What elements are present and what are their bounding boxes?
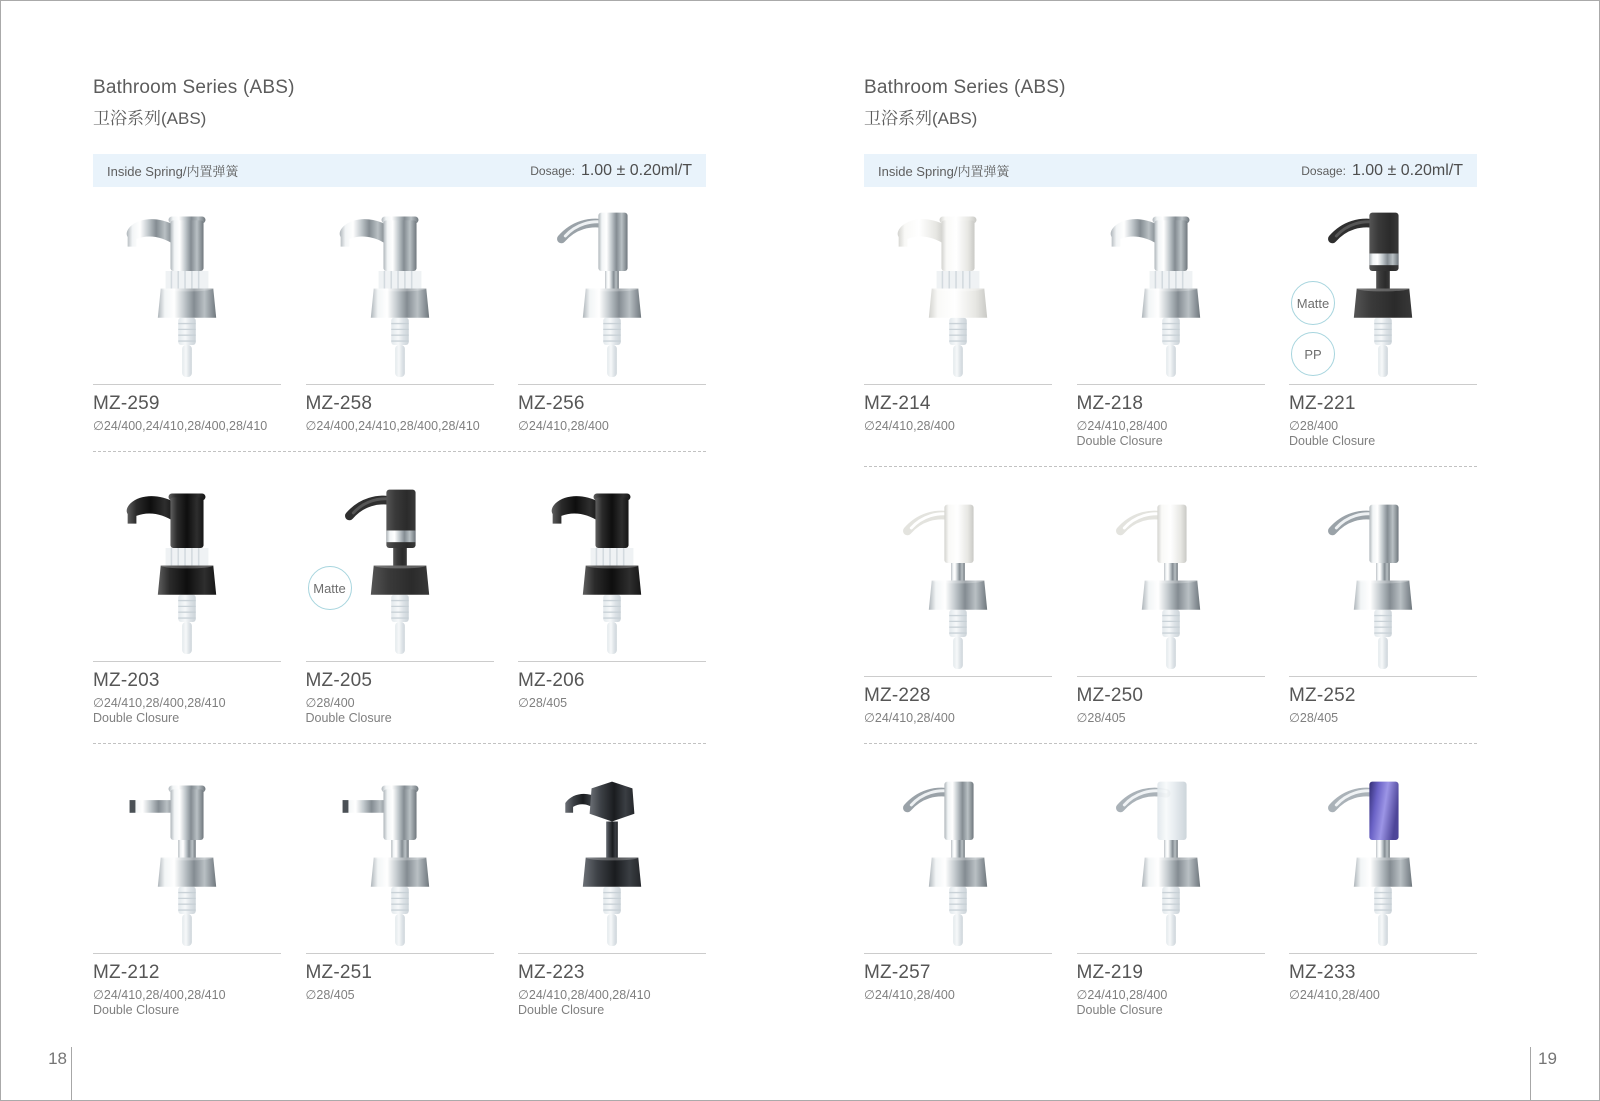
product-cell: [518, 195, 706, 433]
product-row: [864, 487, 1477, 725]
cell-divider: [93, 661, 281, 662]
product-specs: ∅24/410,28/400: [864, 711, 955, 725]
product-grid: [93, 195, 706, 1017]
pump-image: [1289, 768, 1477, 953]
product-specs: ∅28/405: [1289, 711, 1339, 725]
product-closure: Double Closure: [1076, 1003, 1163, 1017]
product-code: MZ-251: [305, 962, 373, 983]
product-code: MZ-205: [305, 670, 373, 691]
product-closure: Double Closure: [1076, 434, 1163, 448]
cell-divider: [518, 953, 706, 954]
cell-divider: [93, 384, 281, 385]
product-specs: ∅24/410,28/400: [1289, 988, 1380, 1002]
product-code: MZ-221: [1289, 393, 1356, 414]
product-code: MZ-223: [518, 962, 585, 983]
row-divider: [93, 451, 706, 452]
product-code: MZ-212: [93, 962, 160, 983]
pump-image: [518, 768, 706, 953]
cell-divider: [518, 661, 706, 662]
product-specs: ∅24/410,28/400: [1076, 419, 1168, 433]
cell-divider: [1289, 384, 1477, 385]
product-cell: [306, 764, 494, 1017]
pump-image: [306, 199, 494, 384]
pump-image: [1077, 768, 1265, 953]
product-specs: ∅28/405: [1076, 711, 1126, 725]
page-number-rule-left: [71, 1047, 72, 1100]
pump-image: [518, 199, 706, 384]
product-cell: [306, 472, 494, 725]
cell-divider: [1077, 953, 1265, 954]
dosage: [530, 162, 692, 180]
product-cell: [1077, 764, 1265, 1017]
pump-image: [306, 768, 494, 953]
cell-divider: [1077, 384, 1265, 385]
page-subtitle: 卫浴系列(ABS): [864, 109, 978, 128]
product-row: [864, 195, 1477, 448]
product-closure: Double Closure: [93, 711, 180, 725]
cell-divider: [864, 384, 1052, 385]
cell-divider: [518, 384, 706, 385]
product-specs: ∅24/400,24/410,28/400,28/410: [93, 419, 268, 433]
cell-divider: [93, 953, 281, 954]
product-code: MZ-228: [864, 685, 931, 706]
page-title: Bathroom Series (ABS): [864, 77, 1066, 98]
feature-banner: [864, 154, 1477, 187]
product-cell: [1289, 764, 1477, 1017]
product-cell: [518, 472, 706, 725]
product-code: MZ-214: [864, 393, 931, 414]
dosage-value: 1.00 ± 0.20ml/T: [580, 161, 692, 179]
product-row: [93, 764, 706, 1017]
product-specs: ∅24/410,28/400: [864, 419, 955, 433]
product-cell: [1289, 487, 1477, 725]
pump-image: [1289, 491, 1477, 676]
product-cell: [93, 472, 281, 725]
page-title: Bathroom Series (ABS): [93, 77, 295, 98]
dosage: [1301, 162, 1463, 180]
cell-divider: [1077, 676, 1265, 677]
catalog-page-left: [93, 1, 706, 1017]
product-row: [864, 764, 1477, 1017]
product-cell: [1289, 195, 1477, 448]
product-specs: ∅24/410,28/400,28/410: [93, 988, 226, 1002]
pump-image: [864, 199, 1052, 384]
page-number-left: 18: [48, 1049, 67, 1068]
product-specs: ∅28/405: [305, 988, 355, 1002]
product-specs: ∅28/405: [518, 696, 568, 710]
row-divider: [864, 743, 1477, 744]
cell-divider: [864, 676, 1052, 677]
dosage-label: Dosage:: [530, 163, 575, 178]
pump-image: [1077, 199, 1265, 384]
cell-divider: [1289, 953, 1477, 954]
product-code: MZ-219: [1076, 962, 1144, 983]
feature-label: Inside Spring/内置弹簧: [878, 164, 1010, 179]
feature-label: Inside Spring/内置弹簧: [107, 164, 239, 179]
product-cell: [1077, 487, 1265, 725]
product-closure: Double Closure: [1289, 434, 1376, 448]
pump-image: [93, 476, 281, 661]
pump-image: [864, 768, 1052, 953]
product-specs: ∅24/410,28/400,28/410: [93, 696, 226, 710]
matte-badge: Matte: [308, 566, 352, 610]
product-code: MZ-259: [93, 393, 160, 414]
product-code: MZ-252: [1289, 685, 1356, 706]
product-closure: Double Closure: [93, 1003, 180, 1017]
product-grid: [864, 195, 1477, 1017]
dosage-value: 1.00 ± 0.20ml/T: [1351, 161, 1463, 179]
catalog-page-right: [864, 1, 1477, 1017]
product-cell: [93, 764, 281, 1017]
pump-image: [1077, 491, 1265, 676]
product-specs: ∅24/410,28/400: [518, 419, 609, 433]
pump-image: [864, 491, 1052, 676]
product-row: [93, 472, 706, 725]
cell-divider: [306, 953, 494, 954]
product-specs: ∅24/410,28/400: [1076, 988, 1168, 1002]
product-closure: Double Closure: [518, 1003, 605, 1017]
product-specs: ∅28/400: [1289, 419, 1339, 433]
product-specs: ∅24/410,28/400,28/410: [518, 988, 651, 1002]
matte-badge: Matte: [1291, 281, 1335, 325]
product-code: MZ-258: [305, 393, 373, 414]
page-number-right: 19: [1538, 1049, 1557, 1068]
product-cell: [864, 195, 1052, 448]
product-cell: [864, 487, 1052, 725]
row-divider: [864, 466, 1477, 467]
dosage-label: Dosage:: [1301, 163, 1346, 178]
product-cell: [864, 764, 1052, 1017]
product-code: MZ-250: [1076, 685, 1144, 706]
product-cell: [1077, 195, 1265, 448]
product-specs: ∅24/410,28/400: [864, 988, 955, 1002]
product-code: MZ-203: [93, 670, 160, 691]
pump-image: [518, 476, 706, 661]
product-specs: ∅28/400: [305, 696, 355, 710]
product-code: MZ-218: [1076, 393, 1144, 414]
cell-divider: [1289, 676, 1477, 677]
product-specs: ∅24/400,24/410,28/400,28/410: [305, 419, 480, 433]
cell-divider: [306, 384, 494, 385]
pp-badge: PP: [1291, 332, 1335, 376]
row-divider: [93, 743, 706, 744]
pump-image: [93, 199, 281, 384]
cell-divider: [864, 953, 1052, 954]
page-number-rule-right: [1530, 1047, 1531, 1100]
product-cell: [518, 764, 706, 1017]
product-row: [93, 195, 706, 433]
product-cell: [306, 195, 494, 433]
cell-divider: [306, 661, 494, 662]
product-cell: [93, 195, 281, 433]
page-subtitle: 卫浴系列(ABS): [93, 109, 207, 128]
product-code: MZ-256: [518, 393, 585, 414]
product-code: MZ-257: [864, 962, 931, 983]
product-closure: Double Closure: [305, 711, 392, 725]
pump-image: [306, 476, 494, 661]
pump-image: [93, 768, 281, 953]
product-code: MZ-233: [1289, 962, 1356, 983]
pump-image: [1289, 199, 1477, 384]
feature-banner: [93, 154, 706, 187]
product-code: MZ-206: [518, 670, 585, 691]
